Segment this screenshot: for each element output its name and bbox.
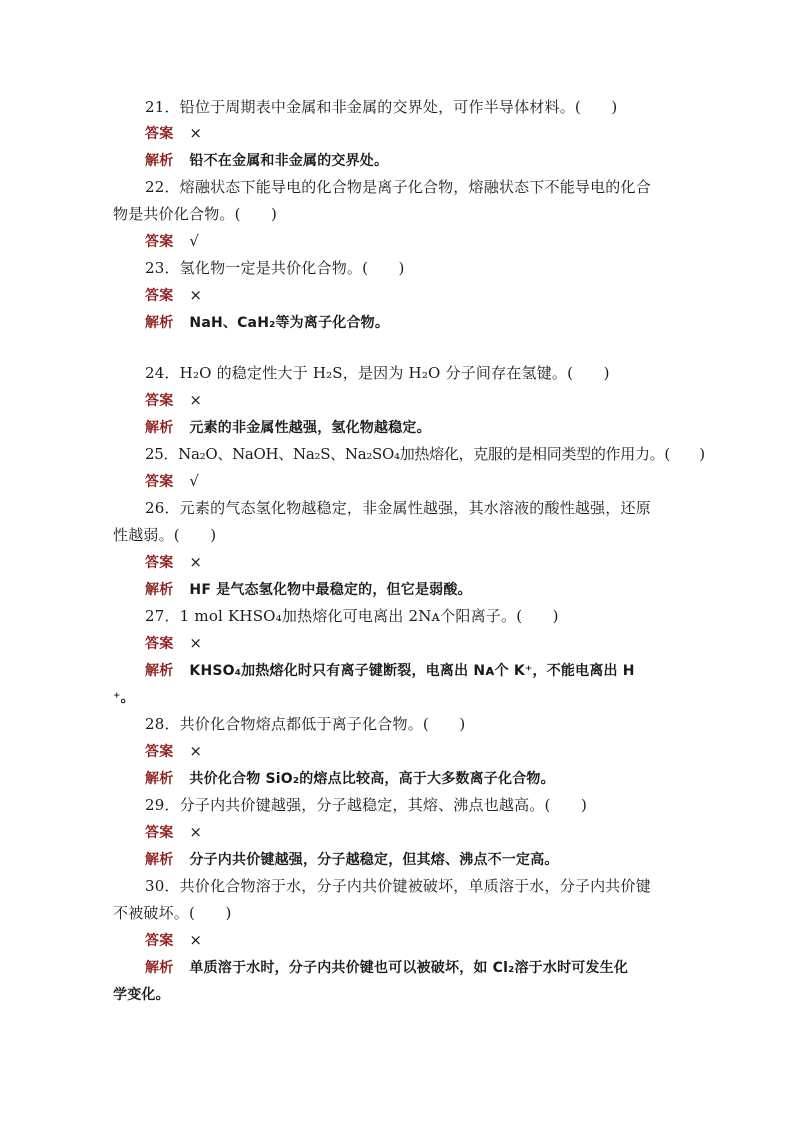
- question-29: [145, 794, 717, 816]
- analysis-text: NaH、CaH₂等为离子化合物。: [189, 315, 390, 331]
- question-22: [145, 176, 717, 198]
- question-21: [145, 96, 717, 118]
- answer-30: [145, 929, 717, 952]
- answer-mark: ×: [189, 286, 203, 304]
- analysis-label: 解析: [145, 771, 174, 787]
- analysis-label: 解析: [145, 582, 174, 598]
- analysis-text: 元素的非金属性越强，氢化物越稳定。: [189, 420, 431, 436]
- analysis-28: [145, 767, 717, 790]
- answer-mark: ×: [189, 823, 203, 841]
- analysis-label: 解析: [145, 420, 174, 436]
- analysis-27-cont: [113, 686, 685, 709]
- answer-mark: ×: [189, 742, 203, 760]
- question-text: 21．铅位于周期表中金属和非金属的交界处，可作半导体材料。( ): [145, 98, 618, 116]
- analysis-21: [145, 149, 717, 172]
- answer-mark: √: [189, 472, 200, 490]
- analysis-29: [145, 848, 717, 871]
- question-24: [145, 362, 717, 384]
- answer-mark: ×: [189, 391, 203, 409]
- question-text: 28．共价化合物熔点都低于离子化合物。( ): [145, 715, 466, 733]
- question-30-cont: [113, 902, 685, 924]
- question-28: [145, 713, 717, 735]
- analysis-label: 解析: [145, 960, 174, 976]
- answer-mark: ×: [189, 124, 203, 142]
- analysis-label: 解析: [145, 315, 174, 331]
- question-30: [145, 875, 717, 897]
- question-text: 23．氢化物一定是共价化合物。( ): [145, 259, 405, 277]
- analysis-27: [145, 659, 717, 682]
- answer-label: 答案: [145, 933, 174, 949]
- analysis-text: 共价化合物 SiO₂的熔点比较高，高于大多数离子化合物。: [189, 771, 555, 787]
- answer-label: 答案: [145, 825, 174, 841]
- analysis-23: [145, 311, 717, 334]
- analysis-text: ⁺。: [113, 690, 135, 706]
- answer-23: [145, 284, 717, 307]
- answer-27: [145, 632, 717, 655]
- analysis-text: HF 是气态氢化物中最稳定的，但它是弱酸。: [189, 582, 472, 598]
- answer-label: 答案: [145, 474, 174, 490]
- answer-label: 答案: [145, 555, 174, 571]
- analysis-text: 分子内共价键越强，分子越稳定，但其熔、沸点不一定高。: [189, 852, 559, 868]
- question-text: 26．元素的气态氢化物越稳定，非金属性越强，其水溶液的酸性越强，还原: [145, 499, 651, 517]
- answer-26: [145, 551, 717, 574]
- analysis-label: 解析: [145, 663, 174, 679]
- analysis-text: 学变化。: [113, 987, 170, 1003]
- answer-mark: √: [189, 232, 200, 250]
- analysis-label: 解析: [145, 153, 174, 169]
- question-text: 29．分子内共价键越强，分子越稳定，其熔、沸点也越高。( ): [145, 796, 587, 814]
- analysis-30-cont: [113, 983, 685, 1006]
- question-text: 不被破坏。( ): [113, 904, 232, 922]
- analysis-26: [145, 578, 717, 601]
- answer-21: [145, 122, 717, 145]
- answer-label: 答案: [145, 126, 174, 142]
- analysis-label: 解析: [145, 852, 174, 868]
- question-text: 27．1 mol KHSO₄加热熔化可电离出 2Nᴀ个阳离子。( ): [145, 607, 559, 625]
- answer-29: [145, 821, 717, 844]
- question-23: [145, 257, 717, 279]
- question-25: [145, 443, 717, 465]
- answer-25: [145, 470, 717, 493]
- answer-mark: ×: [189, 931, 203, 949]
- answer-28: [145, 740, 717, 763]
- analysis-30: [145, 956, 717, 979]
- question-22-cont: [113, 203, 685, 225]
- question-text: 性越弱。( ): [113, 526, 217, 544]
- answer-24: [145, 389, 717, 412]
- answer-label: 答案: [145, 636, 174, 652]
- question-26: [145, 497, 717, 519]
- answer-mark: ×: [189, 634, 203, 652]
- analysis-text: 单质溶于水时，分子内共价键也可以被破坏，如 Cl₂溶于水时可发生化: [189, 960, 629, 976]
- answer-label: 答案: [145, 393, 174, 409]
- answer-22: [145, 230, 717, 253]
- question-27: [145, 605, 717, 627]
- question-text: 22．熔融状态下能导电的化合物是离子化合物，熔融状态下不能导电的化合: [145, 178, 651, 196]
- answer-label: 答案: [145, 288, 174, 304]
- analysis-text: KHSO₄加热熔化时只有离子键断裂，电离出 Nᴀ个 K⁺，不能电离出 H: [189, 663, 635, 679]
- answer-label: 答案: [145, 744, 174, 760]
- question-text: 25．Na₂O、NaOH、Na₂S、Na₂SO₄加热熔化，克服的是相同类型的作用力。( ): [145, 445, 705, 463]
- analysis-text: 铅不在金属和非金属的交界处。: [189, 153, 389, 169]
- answer-mark: ×: [189, 553, 203, 571]
- analysis-24: [145, 416, 717, 439]
- question-text: 24．H₂O 的稳定性大于 H₂S，是因为 H₂O 分子间存在氢键。( ): [145, 364, 610, 382]
- question-text: 物是共价化合物。( ): [113, 205, 278, 223]
- answer-label: 答案: [145, 234, 174, 250]
- question-text: 30．共价化合物溶于水，分子内共价键被破坏，单质溶于水，分子内共价键: [145, 877, 651, 895]
- question-26-cont: [113, 524, 685, 546]
